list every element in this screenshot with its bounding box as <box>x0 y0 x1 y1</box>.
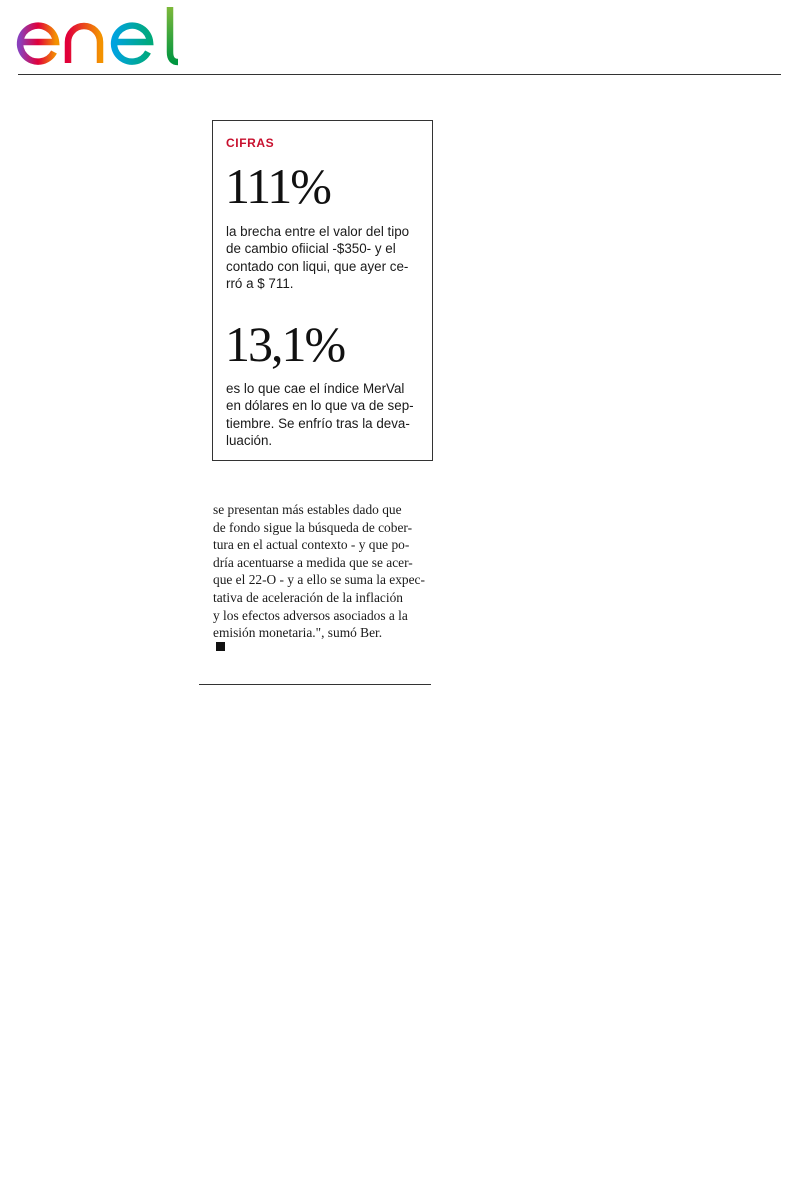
stat-description-brecha <box>226 223 426 293</box>
article-line: de fondo sigue la búsqueda de cober- <box>213 519 413 535</box>
article-line: dría acentuarse a medida que se acer- <box>213 554 413 570</box>
footer-divider <box>199 684 431 685</box>
article-line: y los efectos adversos asociados a la <box>213 607 408 623</box>
article-line: que el 22-O - y a ello se suma la expec- <box>213 572 425 588</box>
stat-value-brecha: 111% <box>225 158 330 214</box>
stat-desc-line: es lo que cae el índice MerVal <box>226 381 405 396</box>
article-line: tura en el actual contexto - y que po- <box>213 537 410 553</box>
stat-desc-line: contado con liqui, que ayer ce- <box>226 258 409 274</box>
stat-description-merval <box>226 380 426 450</box>
cifras-sidebar-box <box>212 120 433 461</box>
page-header <box>0 0 800 76</box>
article-line: se presentan más estables dado que <box>213 502 402 517</box>
header-divider <box>18 74 781 75</box>
stat-desc-line: tiembre. Se enfrío tras la deva- <box>226 415 410 431</box>
stat-desc-line: luación. <box>226 433 273 449</box>
stat-desc-line: de cambio ofiicial -$350- y el <box>226 241 396 257</box>
article-line: tativa de aceleración de la inflación <box>213 589 403 605</box>
box-label: CIFRAS <box>226 136 275 150</box>
article-line: emisión monetaria.", sumó Ber. <box>213 625 383 641</box>
enel-logo <box>16 4 180 66</box>
end-of-article-mark <box>216 642 225 651</box>
stat-value-merval: 13,1% <box>225 316 345 372</box>
article-last-line <box>213 624 438 651</box>
stat-desc-line: la brecha entre el valor del tipo <box>226 224 410 239</box>
article-body-text <box>213 501 438 651</box>
stat-desc-line: rró a $ 711. <box>226 276 294 292</box>
stat-desc-line: en dólares en lo que va de sep- <box>226 398 414 414</box>
